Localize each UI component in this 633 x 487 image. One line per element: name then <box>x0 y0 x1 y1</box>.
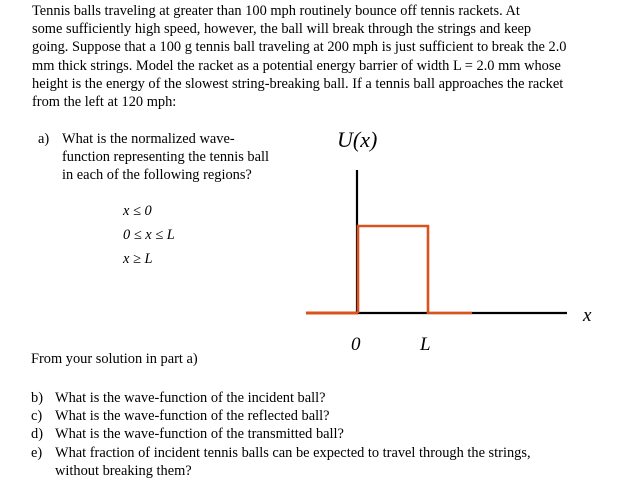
sub-questions <box>31 389 631 480</box>
intro-line: mm thick strings. Model the racket as a potential energy barrier of width L = 2.0 mm whose <box>32 57 561 74</box>
intro-line: from the left at 120 mph: <box>32 94 177 111</box>
sub-question-c <box>31 407 631 425</box>
intro-line: going. Suppose that a 100 g tennis ball traveling at 200 mph is just sufficient to break the 2.0 <box>32 39 567 56</box>
sub-question-text <box>55 407 330 425</box>
sub-question-line: without breaking them? <box>55 462 192 479</box>
sub-question-b <box>31 389 631 407</box>
intro-line: height is the energy of the slowest string-breaking ball. If a tennis ball approaches the racket <box>32 75 564 92</box>
from-solution-text: From your solution in part a) <box>31 351 198 367</box>
potential-barrier <box>358 226 472 313</box>
sub-question-text <box>55 425 344 443</box>
sub-question-label: b) <box>31 390 43 406</box>
origin-label: 0 <box>351 334 361 355</box>
region-right: x ≥ L <box>123 250 153 267</box>
question-a-line: in each of the following regions? <box>62 167 252 184</box>
question-a-line: function representing the tennis ball <box>62 149 270 166</box>
sub-question-d <box>31 425 631 443</box>
region-barrier: 0 ≤ x ≤ L <box>123 226 175 243</box>
intro-line: Tennis balls traveling at greater than 100 mph routinely bounce off tennis rackets. At <box>32 3 520 19</box>
sub-question-text <box>55 444 531 480</box>
question-a-line: What is the normalized wave- <box>62 131 235 147</box>
sub-question-line: What is the wave-function of the transmitted ball? <box>55 426 344 443</box>
y-axis-label: U(x) <box>337 127 378 152</box>
question-a-label: a) <box>38 131 50 147</box>
sub-question-line: What fraction of incident tennis balls can be expected to travel through the strings, <box>55 444 531 461</box>
sub-question-line: What is the wave-function of the incident ball? <box>55 390 326 406</box>
barrier-end-label: L <box>420 334 431 355</box>
sub-question-label: e) <box>31 444 43 461</box>
region-left: x ≤ 0 <box>123 203 152 219</box>
sub-question-text <box>55 389 326 407</box>
intro-line: some sufficiently high speed, however, the ball will break through the strings and keep <box>32 21 532 38</box>
sub-question-e <box>31 444 631 480</box>
sub-question-label: c) <box>31 408 43 425</box>
sub-question-label: d) <box>31 426 43 443</box>
x-axis-label: x <box>583 305 592 326</box>
sub-question-line: What is the wave-function of the reflected ball? <box>55 408 330 425</box>
